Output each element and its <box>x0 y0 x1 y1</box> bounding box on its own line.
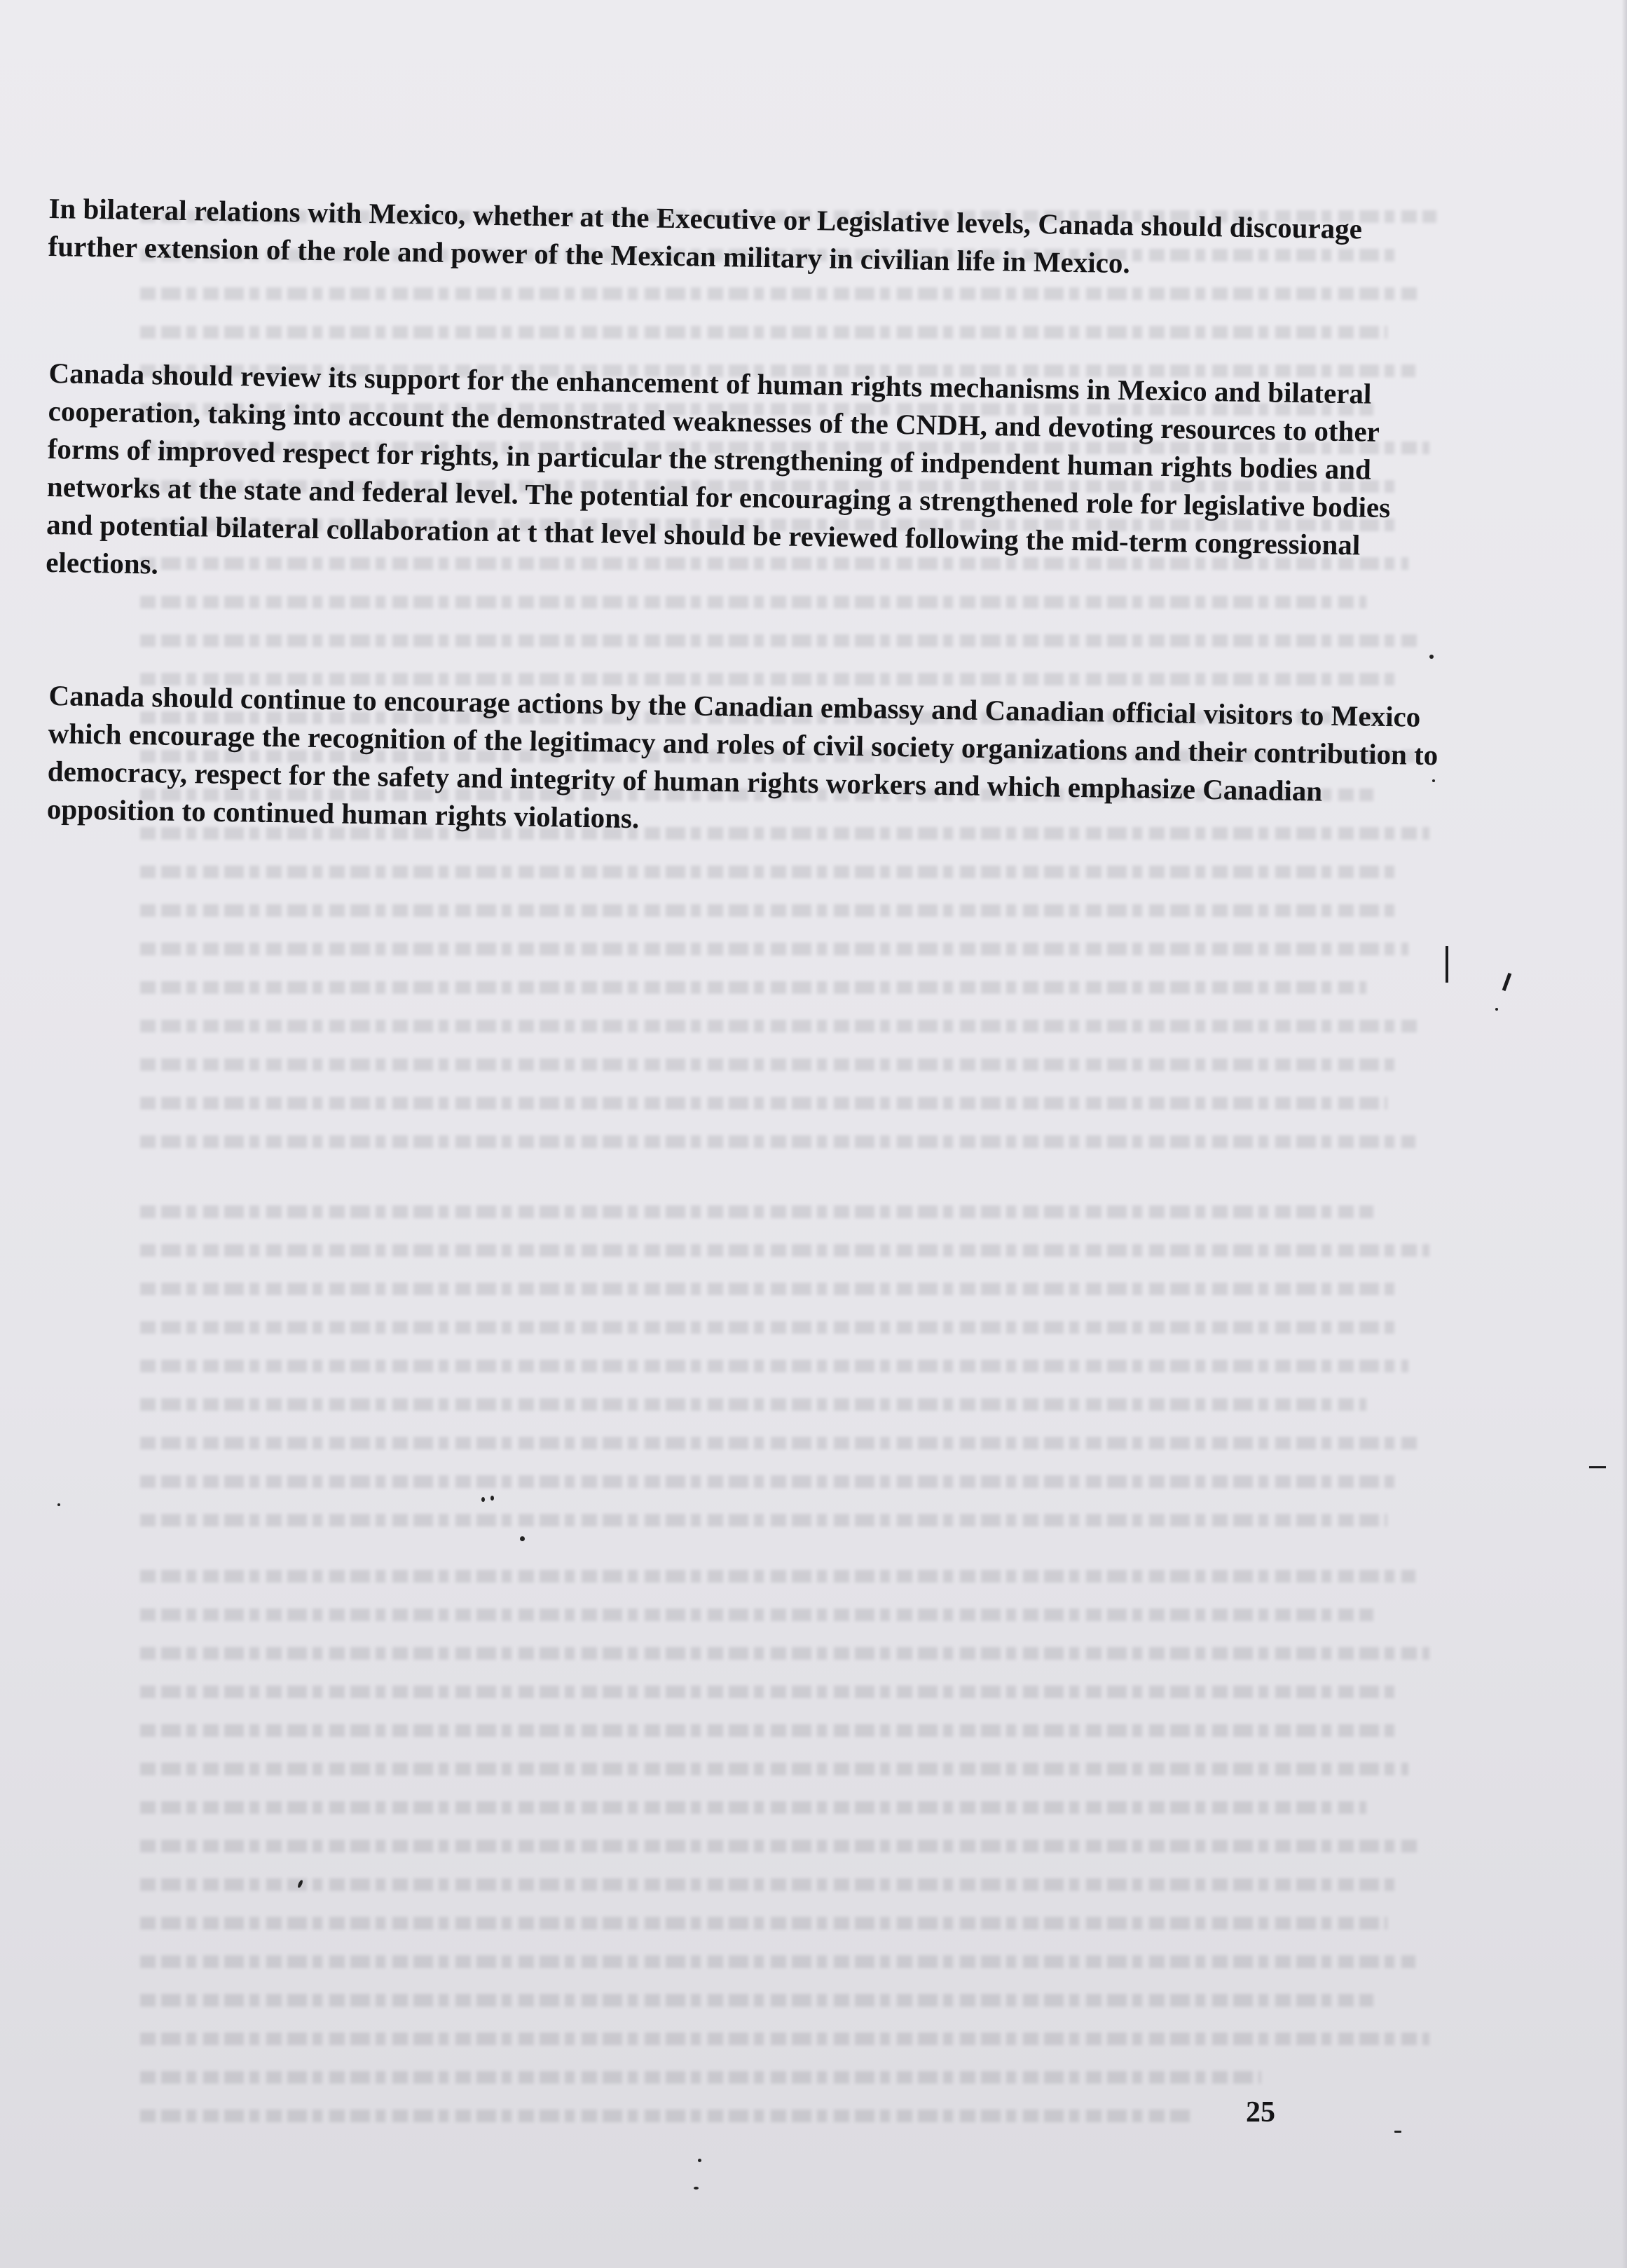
scan-speck <box>1394 2131 1401 2133</box>
scan-speck <box>1432 779 1435 782</box>
paragraph-2 <box>46 354 1443 603</box>
page-edge <box>1621 0 1627 2268</box>
scan-speck <box>297 1880 304 1889</box>
scan-speck <box>698 2159 701 2162</box>
scan-mark <box>1589 1466 1606 1468</box>
scan-speck <box>481 1497 485 1502</box>
scan-speck <box>490 1496 494 1501</box>
scan-speck <box>520 1536 525 1541</box>
page-number: 25 <box>1246 2096 1275 2129</box>
scan-speck <box>57 1503 60 1506</box>
scan-speck <box>1495 1008 1498 1011</box>
paragraph-3 <box>47 676 1443 849</box>
paragraph-text: Canada should continue to encourage actions by the Canadian embassy and Canadian official visitors to Mexico which encourage the recognition of the legitimacy and roles of civil society organizations and their contribution to democracy, respect for the safety and integrity of human rights workers and which emphasize Canadian opposition to continued human rights violations. <box>46 678 1439 835</box>
paragraph-text: In bilateral relations with Mexico, whether at the Executive or Legislative levels, Canada should discourage further extension of the role and power of the Mexican military in civilian life in Mexico. <box>48 191 1363 280</box>
paragraph-1 <box>48 189 1443 287</box>
scan-speck <box>694 2187 699 2190</box>
scan-speck <box>1429 655 1434 659</box>
paragraph-text: Canada should review its support for the enhancement of human rights mechanisms in Mexico and bilateral cooperation, taking into account the demonstrated weaknesses of the CNDH, and devoting resources to other forms of improved respect for rights, in particular the strengthening of indpendent human rights bodies and networks at the state and federal level. The potential for encouraging a strengthened role for legislative bodies and potential bilateral collaboration at t that level should be reviewed following the mid-term congressional elections. <box>45 356 1391 580</box>
scan-mark <box>1502 973 1512 991</box>
scan-mark <box>1446 946 1448 983</box>
